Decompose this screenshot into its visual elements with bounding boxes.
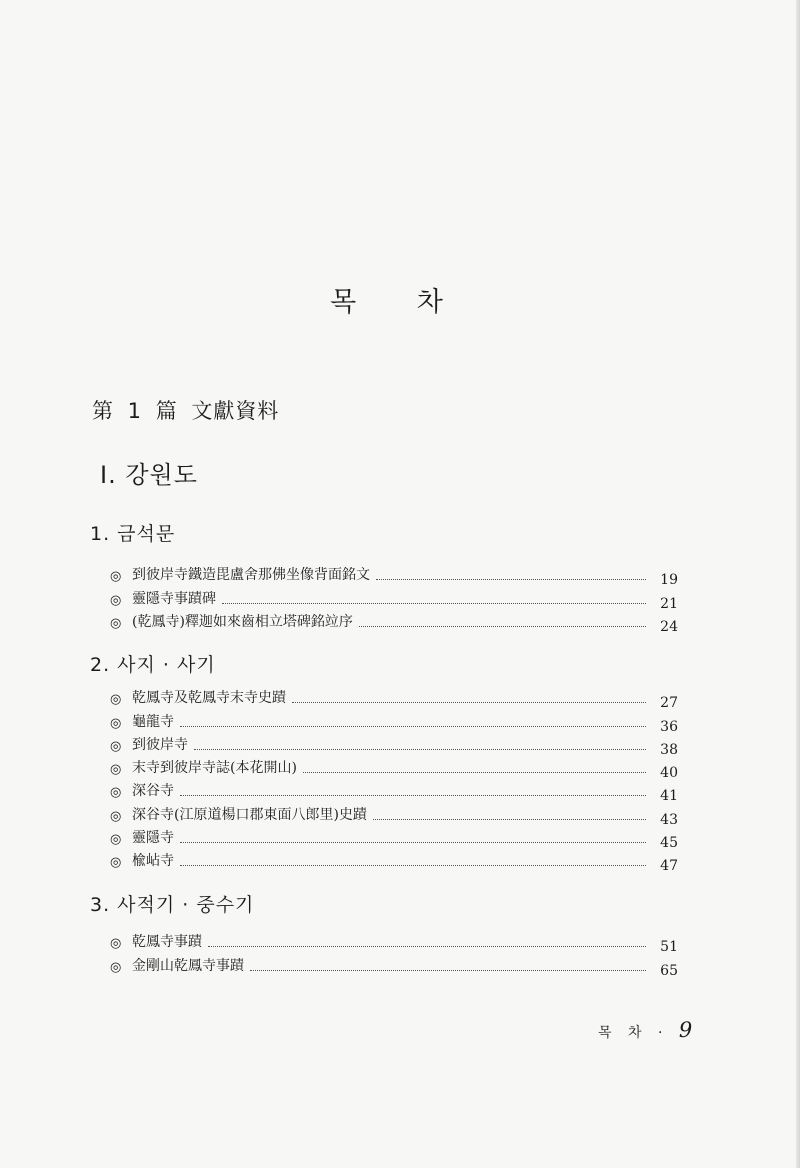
toc-entry-title: 楡岾寺 [132, 853, 174, 870]
toc-entry-page: 65 [660, 962, 678, 979]
toc-list [110, 561, 678, 635]
bullet-icon: ◎ [110, 615, 122, 631]
toc-entry-page: 27 [660, 695, 678, 712]
toc-entry[interactable] [110, 928, 678, 956]
dot-leader [208, 946, 646, 947]
toc-entry[interactable] [110, 824, 678, 852]
bullet-icon: ◎ [110, 762, 122, 778]
toc-entry-title: 龜龍寺 [132, 713, 174, 730]
toc-entry-title: 靈隱寺事蹟碑 [132, 590, 216, 607]
toc-entry-title: 到彼岸寺鐵造毘盧舍那佛坐像背面銘文 [132, 567, 370, 584]
bullet-icon: ◎ [110, 785, 122, 801]
toc-entry[interactable] [110, 800, 678, 828]
dot-leader [250, 970, 646, 971]
toc-entry-title: 深谷寺(江原道楊口郡東面八郎里)史蹟 [132, 806, 367, 823]
toc-entry-title: 深谷寺 [132, 783, 174, 800]
toc-entry-title: 到彼岸寺 [132, 736, 188, 753]
bullet-icon: ◎ [110, 832, 122, 848]
dot-leader [180, 726, 646, 727]
part-title: 第 1 篇 文獻資料 [92, 399, 280, 423]
toc-entry[interactable] [110, 777, 678, 805]
dot-leader [194, 749, 646, 750]
toc-entry-title: 末寺到彼岸寺誌(本花開山) [132, 760, 297, 777]
toc-entry[interactable] [110, 684, 678, 712]
dot-leader [180, 865, 646, 866]
toc-list [110, 928, 678, 979]
dot-leader [180, 795, 646, 796]
toc-entry[interactable] [110, 584, 678, 612]
dot-leader [180, 842, 646, 843]
dot-leader [303, 772, 646, 773]
dot-leader [376, 579, 646, 580]
toc-entry-title: 乾鳳寺事蹟 [132, 934, 202, 951]
bullet-icon: ◎ [110, 808, 122, 824]
toc-entry-title: 靈隱寺 [132, 830, 174, 847]
toc-entry[interactable] [110, 847, 678, 875]
toc-entry-page: 24 [660, 618, 678, 635]
toc-entry-page: 40 [660, 765, 678, 782]
bullet-icon: ◎ [110, 715, 122, 731]
toc-entry[interactable] [110, 731, 678, 758]
toc-entry-page: 45 [660, 835, 678, 852]
bullet-icon: ◎ [110, 959, 122, 975]
toc-entry-page: 51 [660, 939, 678, 956]
toc-entry[interactable] [110, 561, 678, 589]
region-title: Ⅰ. 강원도 [100, 461, 198, 489]
toc-entry[interactable] [110, 951, 678, 979]
page-edge [796, 0, 800, 1168]
section-title: 2. 사지 · 사기 [90, 654, 216, 676]
dot-leader [373, 819, 646, 820]
footer-label: 목 차 · [598, 1025, 669, 1041]
bullet-icon: ◎ [110, 592, 122, 608]
toc-entry-title: (乾鳳寺)釋迦如來齒相立塔碑銘竝序 [132, 613, 353, 630]
toc-entry-page: 43 [660, 811, 678, 828]
dot-leader [359, 626, 646, 627]
page-footer [598, 1018, 692, 1042]
toc-entry-page: 47 [660, 858, 678, 875]
dot-leader [292, 702, 646, 703]
section-title: 3. 사적기 · 중수기 [90, 894, 255, 916]
toc-entry-title: 金剛山乾鳳寺事蹟 [132, 957, 244, 974]
footer-page-number: 9 [678, 1018, 693, 1042]
bullet-icon: ◎ [110, 936, 122, 952]
toc-entry-page: 19 [660, 572, 678, 589]
toc-entry-page: 41 [660, 788, 678, 805]
bullet-icon: ◎ [110, 738, 122, 754]
toc-entry[interactable] [110, 754, 678, 782]
page-title: 목 차 [330, 287, 444, 318]
toc-entry[interactable] [110, 608, 678, 635]
toc-entry-title: 乾鳳寺及乾鳳寺末寺史蹟 [132, 690, 286, 707]
toc-entry[interactable] [110, 707, 678, 735]
section-title: 1. 금석문 [90, 523, 176, 545]
toc-list [110, 684, 678, 875]
toc-entry-page: 21 [660, 595, 678, 612]
dot-leader [222, 603, 646, 604]
bullet-icon: ◎ [110, 692, 122, 708]
toc-entry-page: 36 [660, 718, 678, 735]
bullet-icon: ◎ [110, 569, 122, 585]
toc-entry-page: 38 [660, 741, 678, 758]
bullet-icon: ◎ [110, 855, 122, 871]
